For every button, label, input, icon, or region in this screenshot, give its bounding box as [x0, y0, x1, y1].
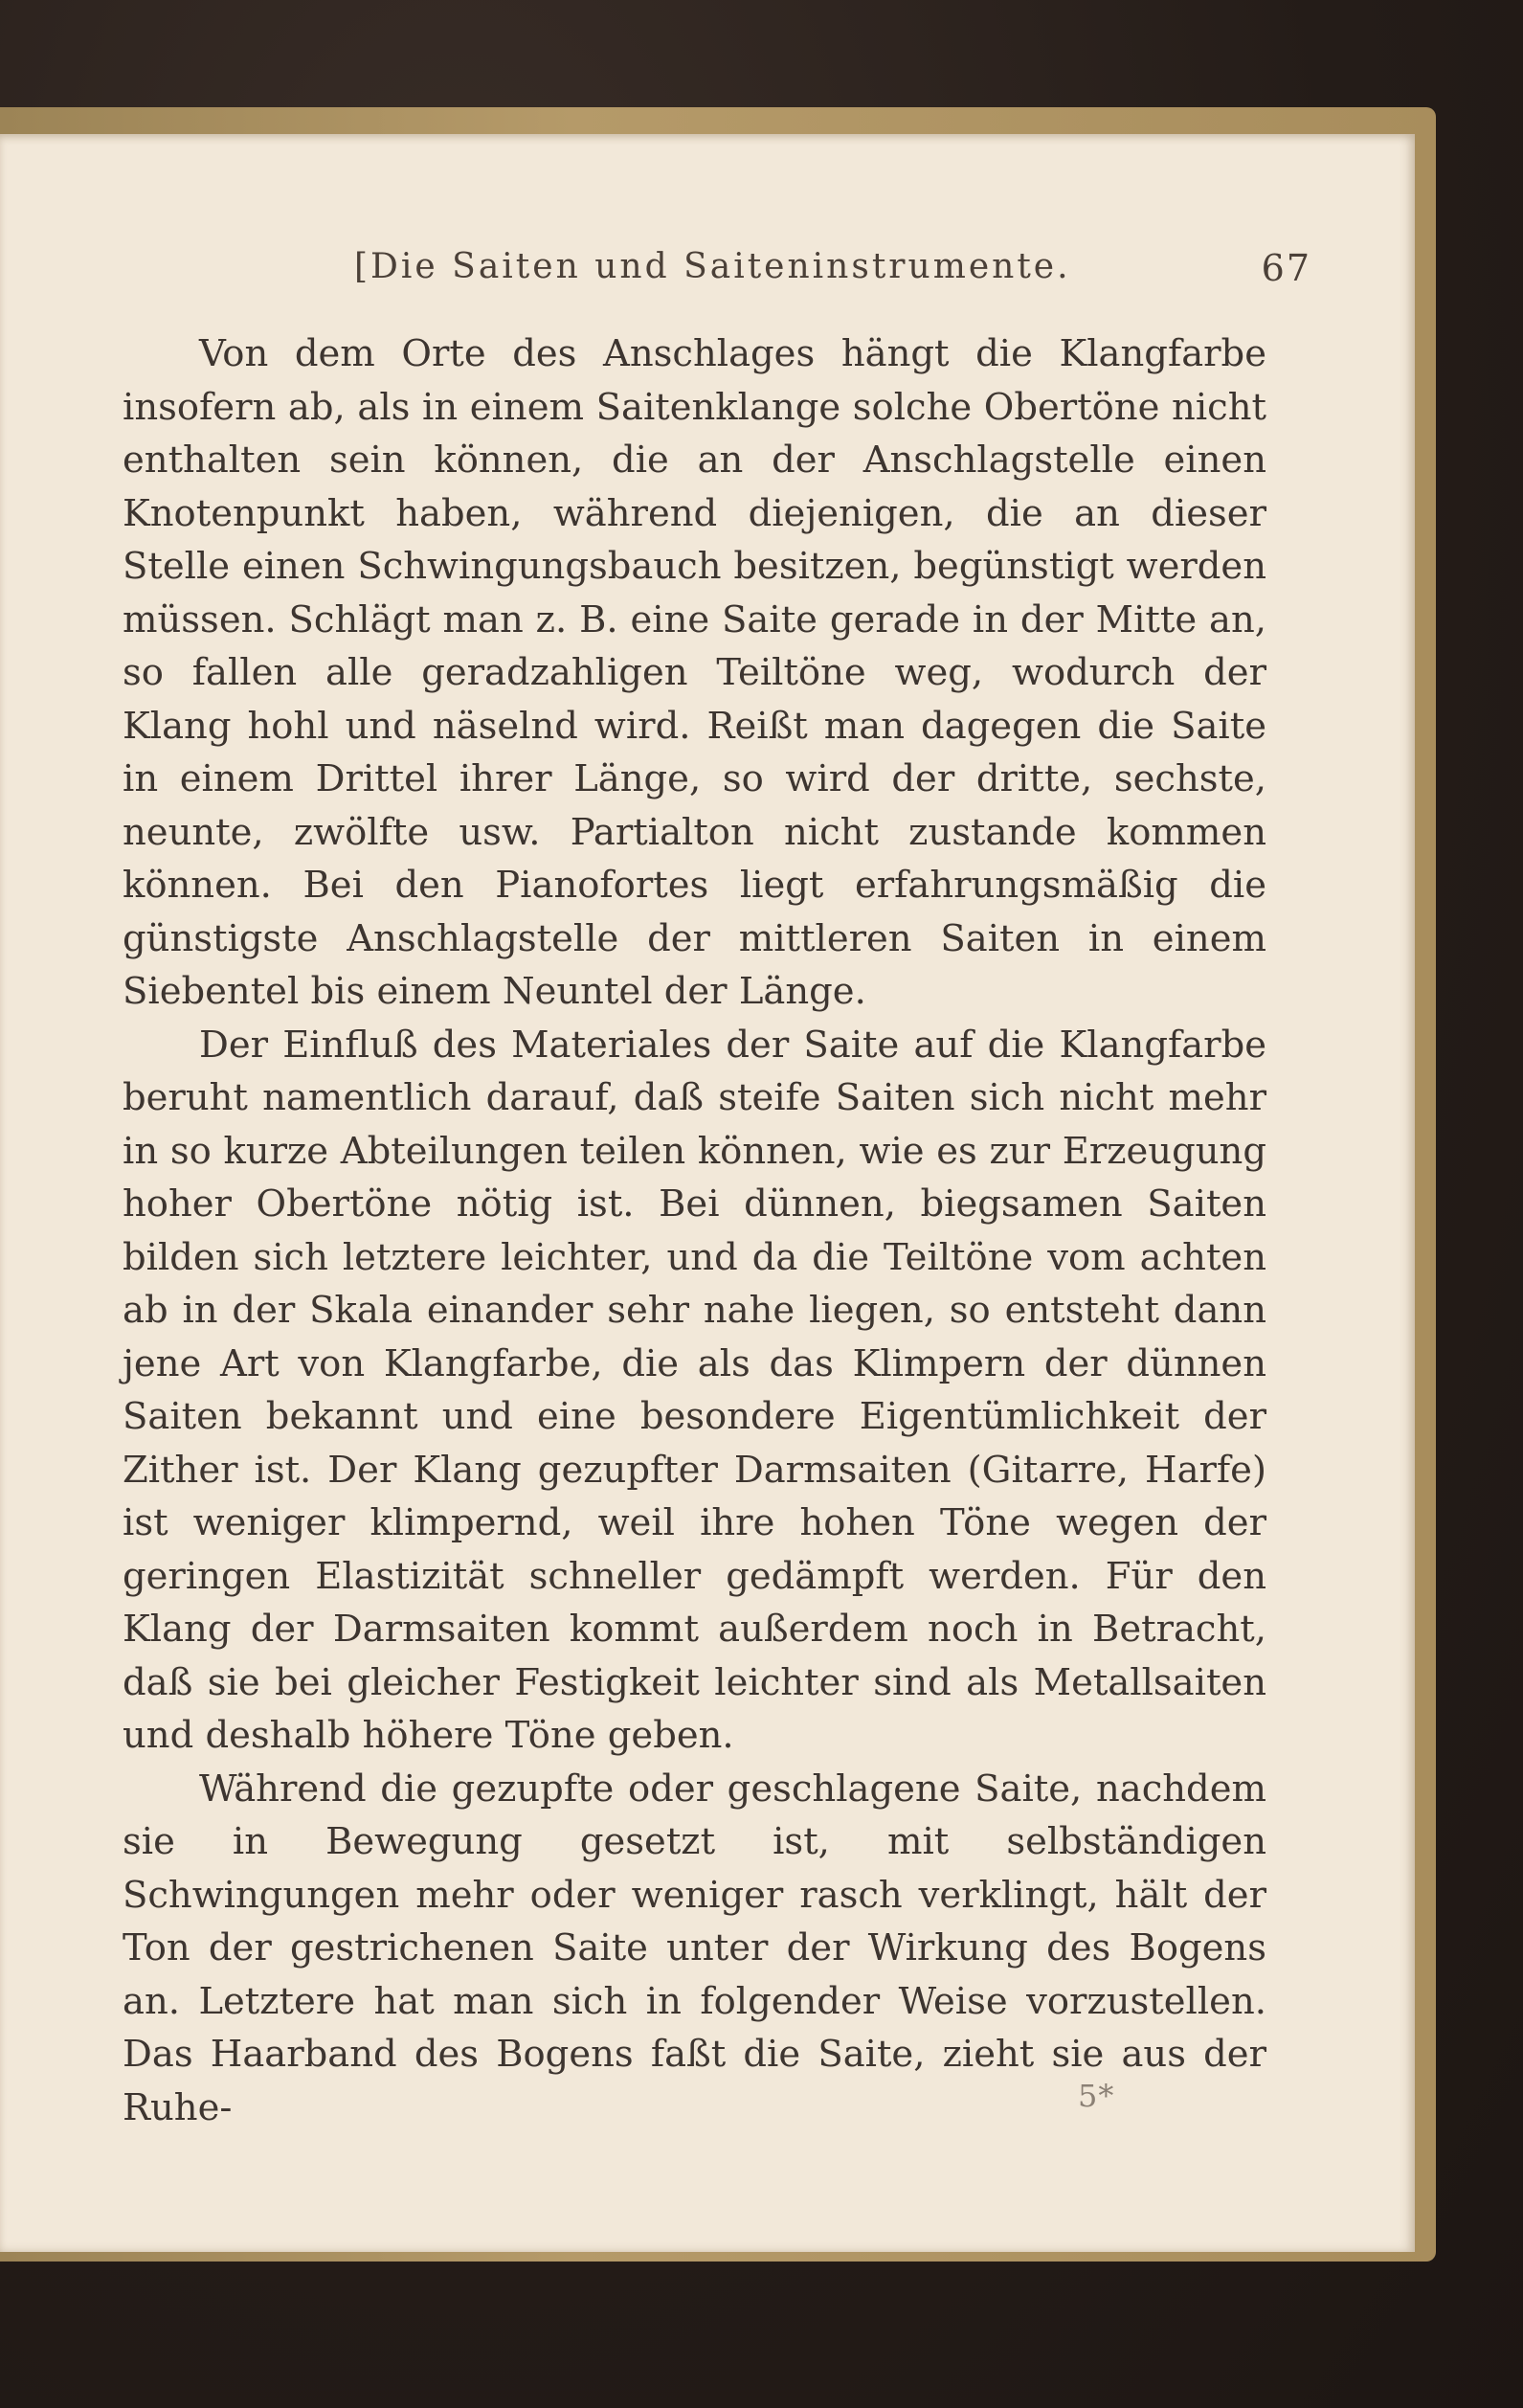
- paragraph-2: Der Einfluß des Materiales der Saite auf die Klangfarbe beruht namentlich darauf, daß steife Saiten sich nicht mehr in so kurze Abteilungen teilen können, wie es zur Erzeugung hoher Obertöne nötig ist. Bei dünnen, biegsamen Saiten bilden sich letztere leichter, und da die Teiltöne vom achten ab in der Skala einander sehr nahe liegen, so entsteht dann jene Art von Klangfarbe, die als das Klimpern der dünnen Saiten bekannt und eine besondere Eigentümlichkeit der Zither ist. Der Klang gezupfter Darmsaiten (Gitarre, Harfe) ist weniger klimpernd, weil ihre hohen Töne wegen der geringen Elastizität schneller gedämpft werden. Für den Klang der Darmsaiten kommt außerdem noch in Betracht, daß sie bei gleicher Festigkeit leichter sind als Metallsaiten und deshalb höhere Töne geben.: [123, 1023, 1266, 1757]
- running-head: [Die Saiten und Saiteninstrumente.: [354, 247, 1071, 286]
- page-header: [354, 247, 1311, 295]
- paragraph-3: Während die gezupfte oder geschlagene Saite, nachdem sie in Bewegung gesetzt ist, mit selbständigen Schwingungen mehr oder weniger rasch verklingt, hält der Ton der gestrichenen Saite unter der Wirkung des Bogens an. Letztere hat man sich in folgender Weise vorzustellen. Das Haarband des Bogens faßt die Saite, zieht sie aus der Ruhe-: [123, 1767, 1266, 2129]
- paragraph-1: Von dem Orte des Anschlages hängt die Klangfarbe insofern ab, als in einem Saitenklange solche Obertöne nicht enthalten sein können, die an der Anschlagstelle einen Knotenpunkt haben, während diejenigen, die an dieser Stelle einen Schwingungsbauch besitzen, begünstigt werden müssen. Schlägt man z. B. eine Saite gerade in der Mitte an, so fallen alle geradzahligen Teiltöne weg, wodurch der Klang hohl und näselnd wird. Reißt man dagegen die Saite in einem Drittel ihrer Länge, so wird der dritte, sechste, neunte, zwölfte usw. Partialton nicht zustande kommen können. Bei den Pianofortes liegt erfahrungsmäßig die günstigste Anschlagstelle der mittleren Saiten in einem Siebentel bis einem Neuntel der Länge.: [123, 332, 1266, 1013]
- body-text: [123, 327, 1266, 2134]
- signature-mark: 5*: [1078, 2078, 1115, 2114]
- page-number: 67: [1261, 247, 1311, 289]
